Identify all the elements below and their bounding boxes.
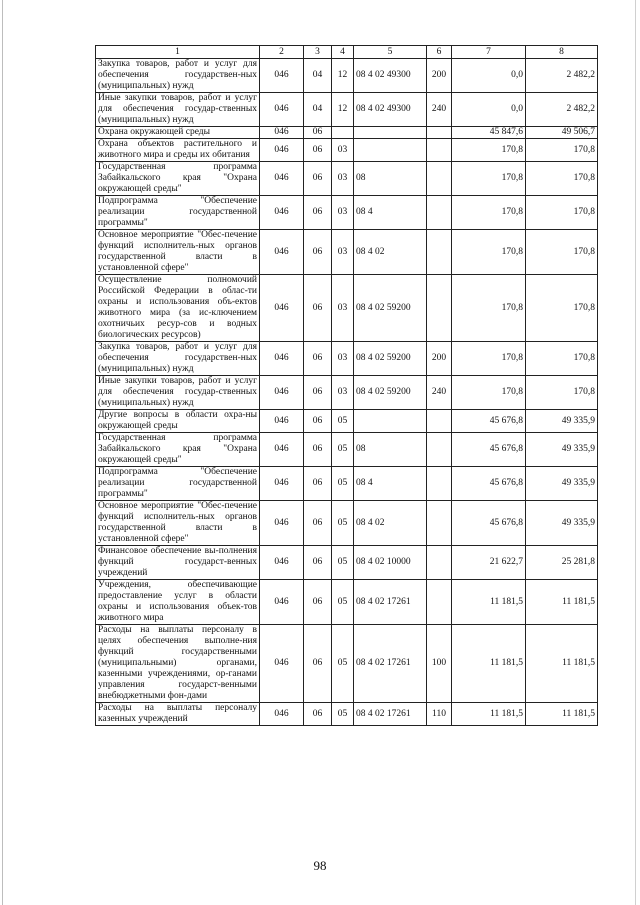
cell-amount-year2: 2 482,2 [526,59,598,93]
cell-amount-year2: 170,8 [526,376,598,410]
cell-name: Расходы на выплаты персоналу в целях обеспечения выполне-ния функций государственными (муниципальными) органами, казенными учреждениями, ор-ганами управления государст-венными внебюджетными фон-дами [96,625,260,703]
cell-target-article: 08 4 [354,196,427,230]
cell-amount-year2: 11 181,5 [526,580,598,625]
cell-expense-type [427,410,452,433]
cell-amount-year1: 45 676,8 [452,467,526,501]
cell-subsection [332,127,354,139]
table-row [96,162,598,196]
cell-admin-code: 046 [260,467,304,501]
cell-expense-type [427,501,452,546]
col-header: 6 [427,46,452,59]
cell-section: 06 [304,196,332,230]
cell-name: Учреждения, обеспечивающие предоставление услуг в области охраны и использования объек-тов животного мира [96,580,260,625]
table-header-row [96,46,598,59]
cell-amount-year1: 11 181,5 [452,580,526,625]
col-header: 1 [96,46,260,59]
cell-expense-type: 240 [427,93,452,127]
cell-name: Подпрограмма "Обеспечение реализации государственной программы" [96,467,260,501]
col-header: 5 [354,46,427,59]
col-header: 2 [260,46,304,59]
cell-subsection: 05 [332,703,354,726]
cell-target-article [354,139,427,162]
col-header: 8 [526,46,598,59]
table-row [96,342,598,376]
cell-admin-code: 046 [260,580,304,625]
cell-expense-type: 100 [427,625,452,703]
cell-section: 06 [304,703,332,726]
cell-target-article: 08 4 02 17261 [354,580,427,625]
table-row [96,139,598,162]
cell-subsection: 05 [332,501,354,546]
cell-name: Иные закупки товаров, работ и услуг для обеспечения государ-ственных (муниципальных) нужд [96,93,260,127]
cell-expense-type [427,196,452,230]
page-number: 98 [313,858,327,873]
cell-amount-year1: 11 181,5 [452,703,526,726]
cell-subsection: 05 [332,546,354,580]
cell-amount-year2: 49 335,9 [526,467,598,501]
cell-target-article: 08 4 02 49300 [354,93,427,127]
cell-section: 06 [304,580,332,625]
cell-name: Расходы на выплаты персоналу казенных учреждений [96,703,260,726]
table-row [96,93,598,127]
scan-edge-right [635,0,636,905]
cell-expense-type [427,127,452,139]
table-row [96,230,598,275]
cell-expense-type: 200 [427,342,452,376]
cell-amount-year1: 45 847,6 [452,127,526,139]
table-row [96,501,598,546]
cell-amount-year1: 0,0 [452,93,526,127]
cell-amount-year1: 170,8 [452,162,526,196]
cell-subsection: 03 [332,162,354,196]
cell-admin-code: 046 [260,275,304,342]
cell-amount-year1: 170,8 [452,196,526,230]
cell-subsection: 05 [332,625,354,703]
cell-section: 06 [304,162,332,196]
cell-section: 06 [304,376,332,410]
cell-subsection: 03 [332,139,354,162]
table-row [96,59,598,93]
cell-section: 06 [304,433,332,467]
cell-subsection: 12 [332,93,354,127]
cell-amount-year1: 170,8 [452,342,526,376]
cell-amount-year2: 11 181,5 [526,625,598,703]
cell-name: Другие вопросы в области охра-ны окружающей среды [96,410,260,433]
cell-expense-type: 240 [427,376,452,410]
table-row [96,580,598,625]
cell-admin-code: 046 [260,59,304,93]
cell-subsection: 03 [332,275,354,342]
cell-name: Государственная программа Забайкальского края "Охрана окружающей среды" [96,162,260,196]
table-row [96,546,598,580]
cell-expense-type [427,230,452,275]
cell-section: 04 [304,93,332,127]
cell-target-article [354,410,427,433]
cell-amount-year2: 49 506,7 [526,127,598,139]
cell-admin-code: 046 [260,196,304,230]
cell-target-article: 08 4 02 17261 [354,703,427,726]
cell-amount-year2: 25 281,8 [526,546,598,580]
cell-target-article: 08 4 [354,467,427,501]
table-row [96,196,598,230]
cell-name: Основное мероприятие "Обес-печение функций исполнитель-ных органов государственной власти в установленной сфере" [96,501,260,546]
table-row [96,625,598,703]
cell-expense-type: 200 [427,59,452,93]
cell-admin-code: 046 [260,342,304,376]
cell-subsection: 05 [332,433,354,467]
cell-admin-code: 046 [260,376,304,410]
cell-amount-year2: 170,8 [526,230,598,275]
cell-name: Охрана окружающей среды [96,127,260,139]
cell-amount-year1: 11 181,5 [452,625,526,703]
cell-subsection: 03 [332,342,354,376]
table-row [96,433,598,467]
cell-name: Государственная программа Забайкальского края "Охрана окружающей среды" [96,433,260,467]
cell-amount-year1: 170,8 [452,230,526,275]
cell-section: 06 [304,501,332,546]
cell-expense-type [427,275,452,342]
cell-amount-year2: 170,8 [526,162,598,196]
cell-expense-type [427,546,452,580]
cell-target-article: 08 4 02 59200 [354,342,427,376]
cell-amount-year2: 49 335,9 [526,501,598,546]
table-row [96,127,598,139]
cell-subsection: 05 [332,410,354,433]
cell-name: Подпрограмма "Обеспечение реализации государственной программы" [96,196,260,230]
cell-admin-code: 046 [260,162,304,196]
cell-amount-year2: 170,8 [526,196,598,230]
cell-subsection: 03 [332,376,354,410]
cell-amount-year1: 45 676,8 [452,410,526,433]
cell-admin-code: 046 [260,703,304,726]
cell-amount-year1: 170,8 [452,376,526,410]
cell-name: Иные закупки товаров, работ и услуг для обеспечения государ-ственных (муниципальных) нужд [96,376,260,410]
table-row [96,467,598,501]
col-header: 4 [332,46,354,59]
cell-section: 06 [304,625,332,703]
cell-amount-year2: 170,8 [526,342,598,376]
cell-admin-code: 046 [260,230,304,275]
cell-target-article: 08 [354,433,427,467]
cell-subsection: 03 [332,230,354,275]
cell-expense-type [427,433,452,467]
table-row [96,376,598,410]
cell-name: Финансовое обеспечение вы-полнения функций государст-венных учреждений [96,546,260,580]
cell-section: 06 [304,275,332,342]
cell-amount-year2: 49 335,9 [526,410,598,433]
cell-amount-year1: 170,8 [452,139,526,162]
cell-expense-type [427,162,452,196]
cell-target-article [354,127,427,139]
cell-amount-year2: 49 335,9 [526,433,598,467]
cell-name: Закупка товаров, работ и услуг для обеспечения государствен-ных (муниципальных) нужд [96,59,260,93]
cell-amount-year2: 170,8 [526,275,598,342]
cell-target-article: 08 4 02 [354,501,427,546]
cell-subsection: 03 [332,196,354,230]
cell-admin-code: 046 [260,501,304,546]
table-row [96,275,598,342]
table-row [96,410,598,433]
scan-edge-left [2,0,3,905]
cell-target-article: 08 4 02 17261 [354,625,427,703]
cell-amount-year1: 170,8 [452,275,526,342]
cell-admin-code: 046 [260,93,304,127]
cell-admin-code: 046 [260,546,304,580]
cell-amount-year2: 11 181,5 [526,703,598,726]
cell-subsection: 12 [332,59,354,93]
cell-section: 06 [304,342,332,376]
cell-expense-type [427,139,452,162]
cell-section: 04 [304,59,332,93]
cell-expense-type: 110 [427,703,452,726]
cell-name: Основное мероприятие "Обес-печение функций исполнитель-ных органов государственной власти в установленной сфере" [96,230,260,275]
cell-amount-year1: 45 676,8 [452,433,526,467]
cell-admin-code: 046 [260,433,304,467]
cell-section: 06 [304,467,332,501]
col-header: 7 [452,46,526,59]
cell-name: Закупка товаров, работ и услуг для обеспечения государствен-ных (муниципальных) нужд [96,342,260,376]
cell-admin-code: 046 [260,625,304,703]
cell-expense-type [427,580,452,625]
cell-section: 06 [304,546,332,580]
cell-amount-year2: 170,8 [526,139,598,162]
cell-target-article: 08 4 02 [354,230,427,275]
cell-amount-year1: 45 676,8 [452,501,526,546]
col-header: 3 [304,46,332,59]
cell-amount-year2: 2 482,2 [526,93,598,127]
cell-target-article: 08 [354,162,427,196]
cell-target-article: 08 4 02 49300 [354,59,427,93]
cell-section: 06 [304,127,332,139]
cell-section: 06 [304,410,332,433]
cell-section: 06 [304,230,332,275]
cell-name: Охрана объектов растительного и животного мира и среды их обитания [96,139,260,162]
cell-section: 06 [304,139,332,162]
cell-target-article: 08 4 02 59200 [354,275,427,342]
cell-admin-code: 046 [260,127,304,139]
table-row [96,703,598,726]
cell-subsection: 05 [332,580,354,625]
cell-admin-code: 046 [260,139,304,162]
cell-subsection: 05 [332,467,354,501]
cell-amount-year1: 0,0 [452,59,526,93]
cell-target-article: 08 4 02 59200 [354,376,427,410]
cell-admin-code: 046 [260,410,304,433]
cell-amount-year1: 21 622,7 [452,546,526,580]
cell-expense-type [427,467,452,501]
cell-name: Осуществление полномочий Российской Федерации в облас-ти охраны и использования объ-ектов животного мира (за ис-ключением охотничьих ресур-сов и водных биологических ресурсов) [96,275,260,342]
budget-table [95,45,598,726]
cell-target-article: 08 4 02 10000 [354,546,427,580]
